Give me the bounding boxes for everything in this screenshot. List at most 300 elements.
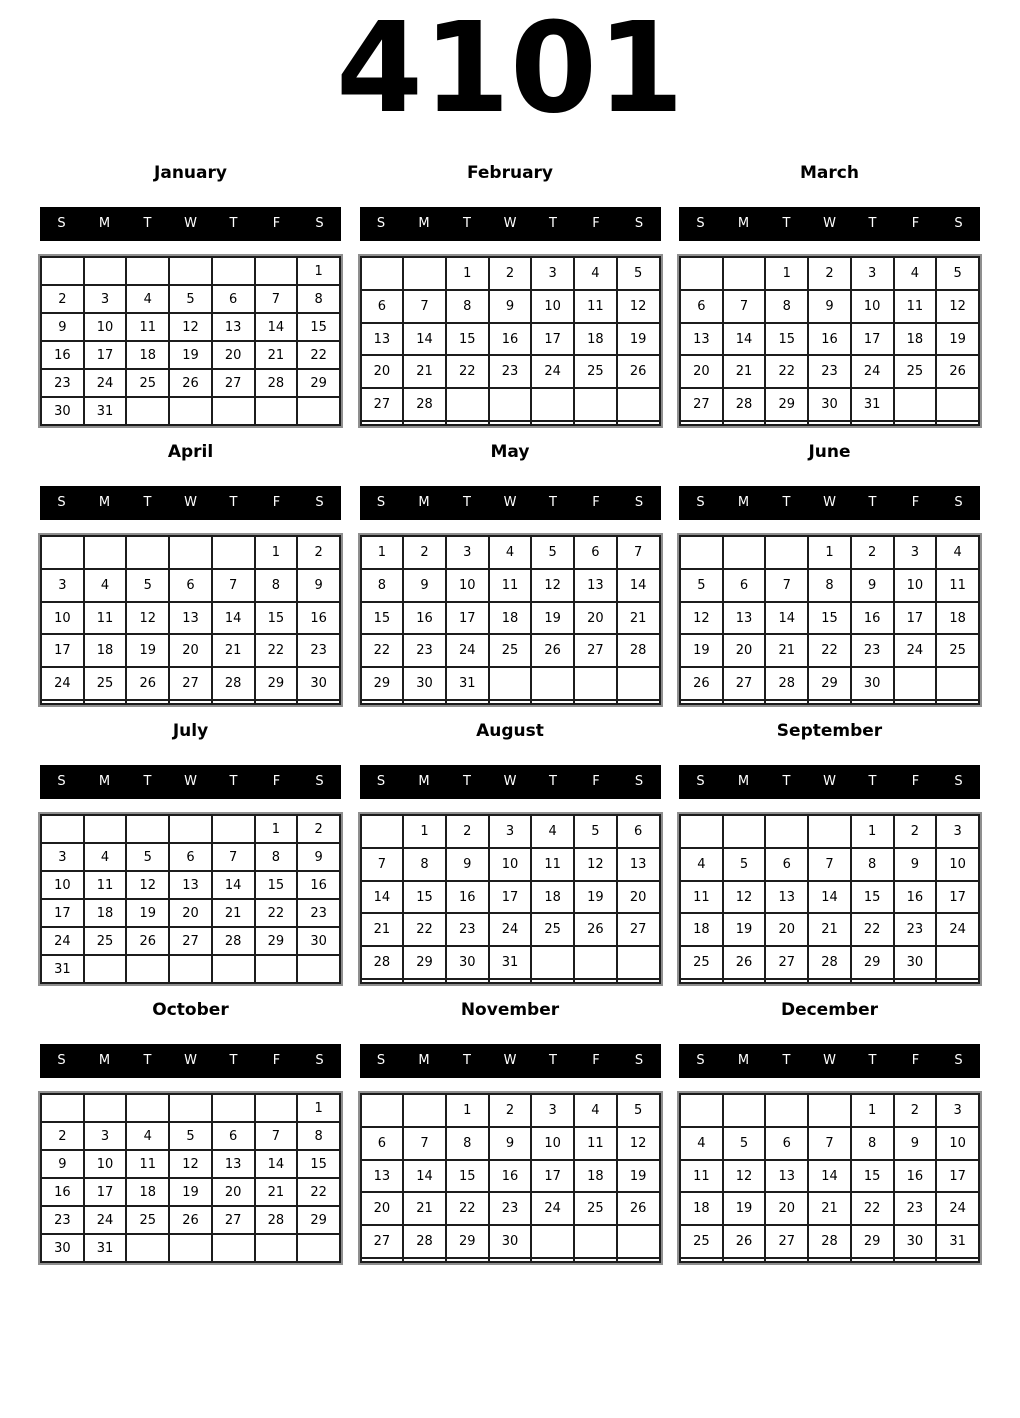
day-cell: 27 [723, 667, 766, 700]
week-row [680, 979, 979, 983]
week-row [680, 667, 979, 700]
empty-day-cell [765, 1094, 808, 1127]
day-cell: 27 [765, 946, 808, 979]
week-row [41, 634, 340, 667]
day-cell: 18 [680, 913, 723, 946]
week-row [361, 323, 660, 356]
day-cell: 28 [808, 946, 851, 979]
empty-day-cell [808, 1094, 851, 1127]
day-cell: 17 [41, 634, 84, 667]
day-cell: 8 [808, 569, 851, 602]
month-name: July [172, 721, 209, 741]
day-cell: 29 [297, 369, 340, 397]
day-cell: 10 [936, 1127, 979, 1160]
day-cell: 19 [531, 602, 574, 635]
day-cell: 19 [574, 881, 617, 914]
week-row [361, 536, 660, 569]
day-cell: 22 [446, 1192, 489, 1225]
day-cell: 27 [169, 667, 212, 700]
empty-day-cell [84, 1094, 127, 1122]
empty-day-cell [617, 388, 660, 421]
day-cell: 1 [851, 815, 894, 848]
month-day-grid [360, 1093, 661, 1263]
day-cell: 12 [617, 1127, 660, 1160]
empty-day-cell [936, 1258, 979, 1262]
week-row [41, 1094, 340, 1122]
day-cell: 22 [851, 913, 894, 946]
day-cell: 12 [169, 313, 212, 341]
day-cell: 30 [297, 927, 340, 955]
day-cell: 13 [169, 602, 212, 635]
day-cell: 8 [403, 848, 446, 881]
day-cell: 4 [84, 843, 127, 871]
day-cell: 16 [297, 602, 340, 635]
day-cell: 22 [765, 355, 808, 388]
day-cell: 15 [808, 602, 851, 635]
day-cell: 16 [851, 602, 894, 635]
day-cell: 11 [936, 569, 979, 602]
day-cell: 23 [894, 1192, 937, 1225]
weekday-label: W [823, 216, 836, 231]
day-cell: 27 [212, 1206, 255, 1234]
weekday-label: W [184, 216, 197, 231]
day-cell: 29 [851, 946, 894, 979]
empty-day-cell [361, 257, 404, 290]
day-cell: 16 [403, 602, 446, 635]
day-cell: 16 [808, 323, 851, 356]
day-cell: 14 [361, 881, 404, 914]
day-cell: 4 [574, 257, 617, 290]
day-cell: 21 [808, 913, 851, 946]
day-cell: 15 [255, 602, 298, 635]
day-cell: 26 [531, 634, 574, 667]
weekday-label: M [98, 1053, 111, 1068]
empty-day-cell [765, 815, 808, 848]
day-cell: 11 [84, 602, 127, 635]
week-row [41, 927, 340, 955]
day-cell: 11 [680, 1160, 723, 1193]
day-cell: 21 [212, 634, 255, 667]
day-cell: 9 [297, 569, 340, 602]
day-cell: 4 [936, 536, 979, 569]
day-cell: 9 [489, 290, 532, 323]
week-row [41, 1122, 340, 1150]
weekday-label: F [592, 1053, 600, 1068]
day-cell: 16 [894, 881, 937, 914]
day-cell: 21 [361, 913, 404, 946]
day-cell: 9 [808, 290, 851, 323]
weekday-label: W [184, 495, 197, 510]
day-cell: 7 [723, 290, 766, 323]
day-cell: 23 [41, 1206, 84, 1234]
week-row [680, 1192, 979, 1225]
week-row [680, 1094, 979, 1127]
day-cell: 30 [403, 667, 446, 700]
day-cell: 16 [489, 323, 532, 356]
empty-day-cell [446, 979, 489, 983]
empty-day-cell [808, 421, 851, 425]
day-cell: 29 [361, 667, 404, 700]
day-cell: 20 [765, 1192, 808, 1225]
weekday-label: T [143, 1053, 152, 1068]
month-january [40, 163, 341, 426]
day-cell: 6 [361, 290, 404, 323]
day-cell: 26 [617, 1192, 660, 1225]
empty-day-cell [297, 700, 340, 704]
week-row [41, 843, 340, 871]
day-cell: 15 [361, 602, 404, 635]
weekday-label: W [503, 495, 517, 510]
day-cell: 21 [808, 1192, 851, 1225]
empty-day-cell [894, 667, 937, 700]
empty-day-cell [574, 667, 617, 700]
month-february [360, 163, 661, 426]
month-august [360, 721, 661, 984]
day-cell: 2 [41, 1122, 84, 1150]
empty-day-cell [574, 388, 617, 421]
weekday-label: S [376, 1053, 386, 1068]
day-cell: 3 [936, 1094, 979, 1127]
day-cell: 3 [41, 569, 84, 602]
day-cell: 13 [212, 313, 255, 341]
empty-day-cell [765, 700, 808, 704]
day-cell: 8 [446, 1127, 489, 1160]
day-cell: 8 [297, 1122, 340, 1150]
weekday-label: T [463, 774, 471, 789]
day-cell: 15 [851, 1160, 894, 1193]
empty-day-cell [574, 946, 617, 979]
empty-day-cell [212, 536, 255, 569]
empty-day-cell [680, 257, 723, 290]
day-cell: 2 [41, 285, 84, 313]
empty-day-cell [574, 421, 617, 425]
empty-day-cell [126, 257, 169, 285]
weekday-label: T [463, 1053, 471, 1068]
weekday-label: S [954, 216, 963, 231]
month-november [360, 1000, 661, 1263]
day-cell: 20 [361, 355, 404, 388]
empty-day-cell [808, 700, 851, 704]
day-cell: 2 [894, 815, 937, 848]
day-cell: 22 [361, 634, 404, 667]
empty-day-cell [723, 979, 766, 983]
empty-day-cell [126, 397, 169, 425]
empty-day-cell [723, 536, 766, 569]
week-row [41, 397, 340, 425]
weekday-label: T [782, 1053, 791, 1068]
day-cell: 24 [936, 913, 979, 946]
empty-day-cell [255, 1234, 298, 1262]
day-cell: 21 [765, 634, 808, 667]
day-cell: 17 [446, 602, 489, 635]
day-cell: 18 [936, 602, 979, 635]
day-cell: 10 [446, 569, 489, 602]
day-cell: 23 [808, 355, 851, 388]
empty-day-cell [212, 700, 255, 704]
day-cell: 17 [851, 323, 894, 356]
weekday-label: T [868, 1053, 877, 1068]
day-cell: 15 [255, 871, 298, 899]
empty-day-cell [297, 1234, 340, 1262]
weekday-header-bar [360, 1044, 661, 1078]
weekday-label: T [463, 216, 471, 231]
week-row [361, 1258, 660, 1262]
week-row [361, 700, 660, 704]
day-cell: 17 [936, 881, 979, 914]
day-cell: 24 [851, 355, 894, 388]
day-cell: 12 [680, 602, 723, 635]
day-cell: 12 [531, 569, 574, 602]
day-cell: 2 [297, 536, 340, 569]
day-cell: 21 [255, 341, 298, 369]
day-cell: 1 [808, 536, 851, 569]
week-row [680, 815, 979, 848]
empty-day-cell [169, 815, 212, 843]
day-cell: 26 [126, 667, 169, 700]
week-row [361, 1192, 660, 1225]
day-cell: 31 [84, 1234, 127, 1262]
day-cell: 3 [851, 257, 894, 290]
empty-day-cell [212, 1094, 255, 1122]
day-cell: 3 [84, 285, 127, 313]
empty-day-cell [723, 815, 766, 848]
empty-day-cell [403, 421, 446, 425]
day-cell: 19 [169, 341, 212, 369]
day-cell: 22 [403, 913, 446, 946]
day-cell: 14 [765, 602, 808, 635]
day-cell: 29 [255, 927, 298, 955]
weekday-label: T [549, 216, 557, 231]
weekday-label: T [229, 774, 238, 789]
day-cell: 5 [617, 1094, 660, 1127]
month-day-grid [360, 814, 661, 984]
month-name: September [776, 721, 883, 741]
day-cell: 1 [361, 536, 404, 569]
week-row [680, 946, 979, 979]
month-day-grid [679, 814, 980, 984]
week-row [680, 913, 979, 946]
day-cell: 20 [617, 881, 660, 914]
day-cell: 17 [936, 1160, 979, 1193]
empty-day-cell [723, 421, 766, 425]
day-cell: 17 [84, 341, 127, 369]
weekday-label: T [782, 495, 791, 510]
day-cell: 30 [297, 667, 340, 700]
empty-day-cell [169, 955, 212, 983]
month-name: December [780, 1000, 879, 1020]
empty-day-cell [41, 1094, 84, 1122]
day-cell: 27 [574, 634, 617, 667]
day-cell: 13 [212, 1150, 255, 1178]
day-cell: 4 [84, 569, 127, 602]
day-cell: 19 [617, 1160, 660, 1193]
day-cell: 12 [723, 881, 766, 914]
day-cell: 4 [126, 1122, 169, 1150]
day-cell: 11 [126, 1150, 169, 1178]
day-cell: 3 [531, 1094, 574, 1127]
empty-day-cell [403, 979, 446, 983]
day-cell: 25 [680, 946, 723, 979]
month-june [679, 442, 980, 705]
day-cell: 12 [169, 1150, 212, 1178]
day-cell: 11 [489, 569, 532, 602]
day-cell: 24 [41, 667, 84, 700]
empty-day-cell [169, 397, 212, 425]
week-row [361, 257, 660, 290]
day-cell: 6 [765, 848, 808, 881]
day-cell: 23 [297, 634, 340, 667]
empty-day-cell [84, 700, 127, 704]
day-cell: 25 [126, 369, 169, 397]
day-cell: 26 [723, 1225, 766, 1258]
week-row [680, 536, 979, 569]
day-cell: 28 [255, 1206, 298, 1234]
day-cell: 24 [894, 634, 937, 667]
day-cell: 1 [446, 1094, 489, 1127]
day-cell: 21 [723, 355, 766, 388]
month-may [360, 442, 661, 705]
day-cell: 10 [851, 290, 894, 323]
day-cell: 22 [297, 1178, 340, 1206]
day-cell: 23 [851, 634, 894, 667]
day-cell: 18 [574, 323, 617, 356]
day-cell: 7 [212, 569, 255, 602]
day-cell: 22 [297, 341, 340, 369]
day-cell: 5 [723, 1127, 766, 1160]
day-cell: 24 [489, 913, 532, 946]
week-row [41, 815, 340, 843]
day-cell: 11 [84, 871, 127, 899]
day-cell: 4 [894, 257, 937, 290]
day-cell: 16 [894, 1160, 937, 1193]
weekday-label: S [954, 1053, 963, 1068]
day-cell: 4 [680, 1127, 723, 1160]
day-cell: 30 [41, 397, 84, 425]
day-cell: 26 [936, 355, 979, 388]
day-cell: 1 [446, 257, 489, 290]
weekday-label: S [315, 495, 324, 510]
empty-day-cell [936, 388, 979, 421]
day-cell: 28 [723, 388, 766, 421]
empty-day-cell [531, 1225, 574, 1258]
month-october [40, 1000, 341, 1263]
day-cell: 2 [489, 257, 532, 290]
month-name: April [167, 442, 214, 462]
day-cell: 10 [894, 569, 937, 602]
empty-day-cell [489, 421, 532, 425]
day-cell: 28 [255, 369, 298, 397]
day-cell: 5 [169, 285, 212, 313]
day-cell: 16 [297, 871, 340, 899]
week-row [361, 848, 660, 881]
month-day-grid [360, 256, 661, 426]
weekday-label: T [229, 1053, 238, 1068]
month-name: February [466, 163, 554, 183]
day-cell: 18 [489, 602, 532, 635]
week-row [361, 1160, 660, 1193]
weekday-label: M [737, 216, 750, 231]
empty-day-cell [765, 1258, 808, 1262]
day-cell: 18 [531, 881, 574, 914]
week-row [41, 536, 340, 569]
empty-day-cell [894, 979, 937, 983]
day-cell: 25 [84, 927, 127, 955]
day-cell: 23 [489, 1192, 532, 1225]
day-cell: 13 [361, 323, 404, 356]
day-cell: 18 [84, 899, 127, 927]
empty-day-cell [617, 1225, 660, 1258]
day-cell: 30 [851, 667, 894, 700]
day-cell: 5 [126, 843, 169, 871]
day-cell: 12 [574, 848, 617, 881]
weekday-label: S [634, 774, 644, 789]
weekday-label: W [184, 774, 197, 789]
day-cell: 11 [894, 290, 937, 323]
day-cell: 25 [489, 634, 532, 667]
day-cell: 15 [403, 881, 446, 914]
day-cell: 9 [41, 313, 84, 341]
week-row [41, 257, 340, 285]
day-cell: 3 [894, 536, 937, 569]
week-row [361, 602, 660, 635]
day-cell: 24 [84, 1206, 127, 1234]
day-cell: 9 [297, 843, 340, 871]
month-july [40, 721, 341, 984]
day-cell: 9 [489, 1127, 532, 1160]
day-cell: 3 [936, 815, 979, 848]
week-row [41, 1206, 340, 1234]
weekday-label: F [592, 216, 600, 231]
day-cell: 13 [617, 848, 660, 881]
empty-day-cell [169, 257, 212, 285]
day-cell: 22 [255, 899, 298, 927]
day-cell: 19 [169, 1178, 212, 1206]
month-day-grid [40, 1093, 341, 1263]
empty-day-cell [808, 1258, 851, 1262]
empty-day-cell [169, 700, 212, 704]
day-cell: 9 [894, 1127, 937, 1160]
day-cell: 17 [84, 1178, 127, 1206]
day-cell: 29 [765, 388, 808, 421]
day-cell: 19 [680, 634, 723, 667]
month-september [679, 721, 980, 984]
day-cell: 16 [446, 881, 489, 914]
empty-day-cell [489, 1258, 532, 1262]
week-row [680, 881, 979, 914]
day-cell: 2 [297, 815, 340, 843]
empty-day-cell [936, 700, 979, 704]
weekday-label: M [737, 495, 750, 510]
weekday-label: W [503, 216, 517, 231]
day-cell: 8 [851, 1127, 894, 1160]
weekday-label: M [98, 495, 111, 510]
day-cell: 31 [446, 667, 489, 700]
empty-day-cell [489, 700, 532, 704]
day-cell: 5 [169, 1122, 212, 1150]
day-cell: 27 [169, 927, 212, 955]
day-cell: 14 [808, 881, 851, 914]
weekday-label: S [634, 216, 644, 231]
day-cell: 29 [851, 1225, 894, 1258]
week-row [41, 313, 340, 341]
weekday-label: S [954, 495, 963, 510]
year-title: 4101 [336, 0, 684, 141]
weekday-label: T [463, 495, 471, 510]
month-name: October [152, 1000, 229, 1020]
week-row [41, 1178, 340, 1206]
month-name: March [800, 163, 859, 183]
month-day-grid [679, 535, 980, 705]
